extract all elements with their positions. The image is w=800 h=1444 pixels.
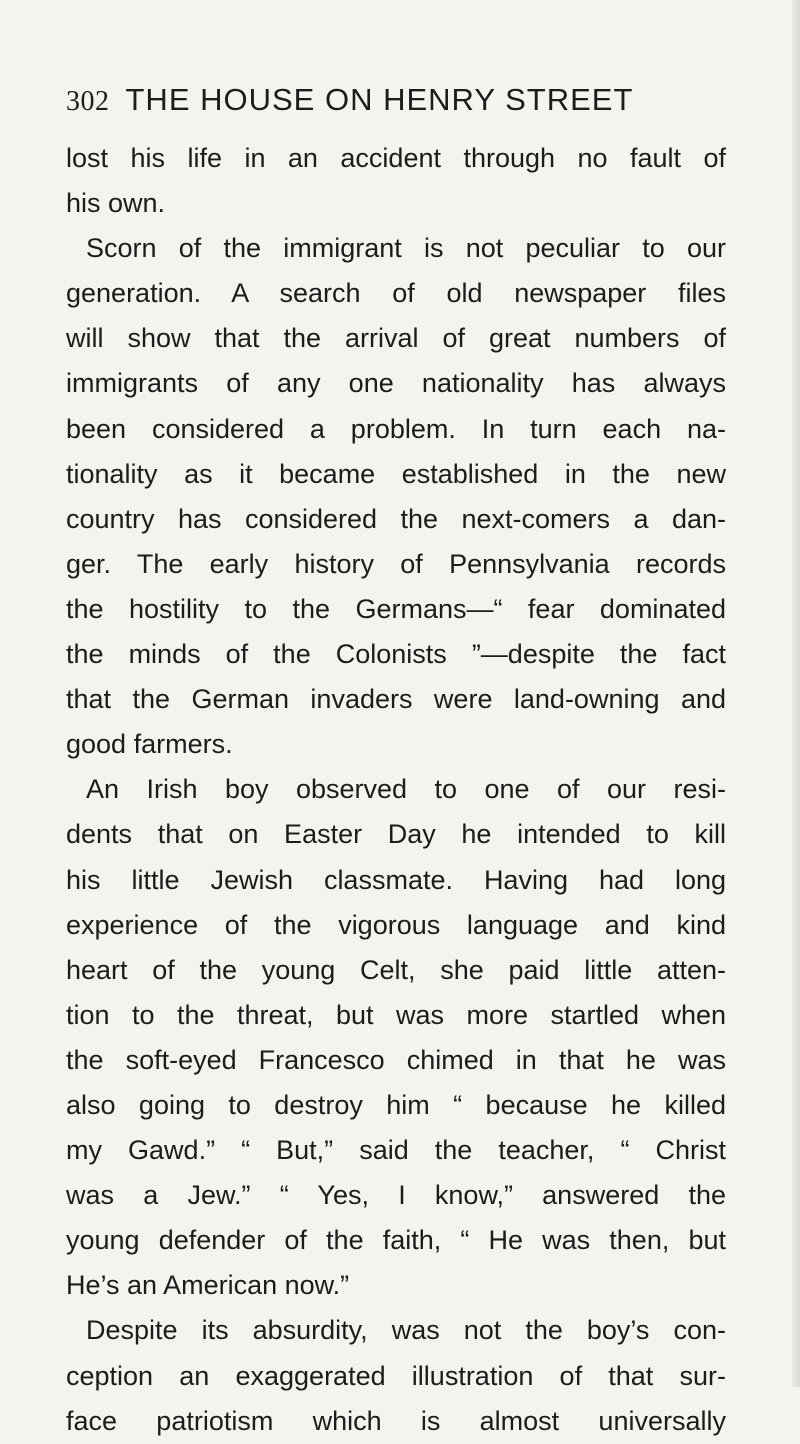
text-line: good farmers. [66, 729, 233, 760]
text-line: dents that on Easter Day he intended to kill [66, 819, 726, 850]
text-line: heart of the young Celt, she paid little atten- [66, 954, 726, 985]
text-line: young defender of the faith, “ He was then, but [66, 1225, 726, 1256]
text-line: been considered a problem. In turn each na- [66, 413, 726, 444]
text-line: will show that the arrival of great numbers of [66, 323, 726, 354]
text-line: also going to destroy him “ because he killed [66, 1089, 726, 1120]
text-line: tionality as it became established in the new [66, 458, 726, 489]
text-line: the soft-eyed Francesco chimed in that he was [66, 1044, 726, 1075]
text-line: immigrants of any one nationality has always [66, 368, 726, 399]
page-number: 302 [66, 86, 110, 117]
text-line: lost his life in an accident through no fault of [66, 143, 726, 173]
page-header [66, 82, 633, 130]
text-line: Despite its absurdity, was not the boy’s con- [86, 1315, 726, 1346]
text-line: his own. [66, 188, 166, 219]
text-line: An Irish boy observed to one of our resi- [86, 774, 726, 805]
text-line: He’s an American now.” [66, 1270, 350, 1301]
text-line: that the German invaders were land-owning and [66, 684, 726, 715]
text-line: Scorn of the immigrant is not peculiar to our [86, 233, 726, 264]
page-edge [792, 0, 800, 1387]
text-line: generation. A search of old newspaper files [66, 278, 726, 309]
text-line: face patriotism which is almost universally [66, 1405, 726, 1436]
text-line: experience of the vigorous language and kind [66, 909, 726, 940]
text-line: the minds of the Colonists ”—despite the fact [66, 639, 726, 670]
text-line: was a Jew.” “ Yes, I know,” answered the [66, 1180, 726, 1211]
running-head: THE HOUSE ON HENRY STREET [125, 82, 634, 117]
text-line: ger. The early history of Pennsylvania records [66, 548, 726, 579]
text-line: country has considered the next-comers a dan- [66, 503, 726, 534]
text-line: tion to the threat, but was more startled when [66, 999, 726, 1030]
text-line: ception an exaggerated illustration of that sur- [66, 1360, 726, 1391]
text-line: my Gawd.” “ But,” said the teacher, “ Christ [66, 1135, 726, 1166]
body-text [66, 136, 726, 1444]
text-line: the hostility to the Germans—“ fear dominated [66, 593, 726, 624]
text-line: his little Jewish classmate. Having had long [66, 864, 726, 895]
